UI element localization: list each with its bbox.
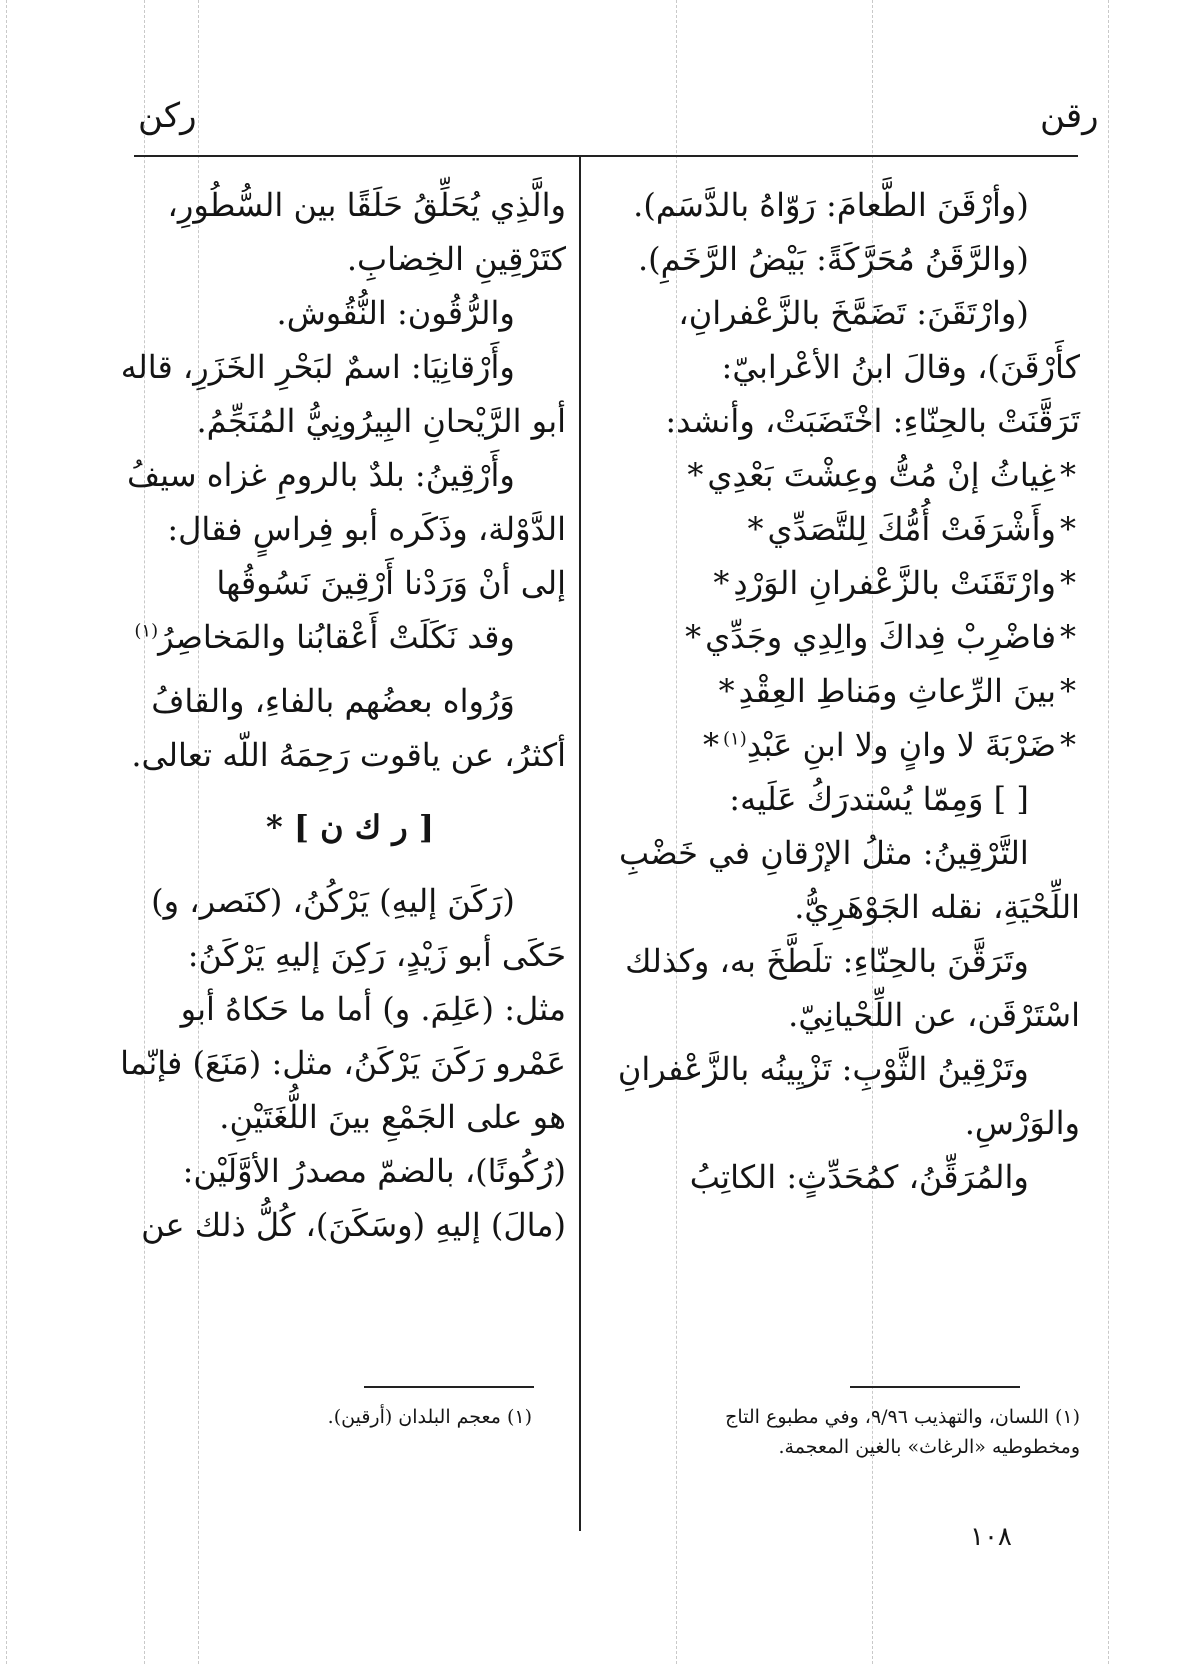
page-number: ١٠٨ <box>970 1522 1012 1552</box>
right-column <box>606 178 1080 1204</box>
verse-line: وقد نَكَلَتْ أَعْقابُنا والمَخاصِرُ$^{(١)}$ <box>134 618 515 656</box>
paragraph: والَّذِي يُحَلِّقُ حَلَقًا بين السُّطُورِ، كتَرْقِينِ الخِضابِ. <box>167 186 566 278</box>
header-rule <box>134 155 1078 157</box>
verse-line: *وأَشْرَفَتْ أُمُّكَ لِلتَّصَدِّي* <box>747 510 1076 548</box>
verse-line: إلى أنْ وَرَدْنا أَرْقِينَ نَسُوقُها <box>216 564 566 602</box>
paragraph: (والرَّقَنُ مُحَرَّكَةً: بَيْضُ الرَّخَمِ). <box>637 240 1029 278</box>
paragraph: (وارْتَقَنَ: تَضَمَّخَ بالزَّعْفرانِ، كأَرْقَنَ)، وقالَ ابنُ الأعْرابيّ: تَرَقَّنَتْ بالحِنّاءِ: اخْتَضَبَتْ، وأنشد: <box>665 294 1080 440</box>
footnote-rule <box>364 1386 534 1388</box>
running-head-right: رقن <box>1040 96 1099 136</box>
footnote-marker: (١) <box>134 620 159 642</box>
verse-line: *غِياثُ إنْ مُتُّ وعِشْتَ بَعْدِي* <box>687 456 1076 494</box>
verse-line: *ضَرْبَةَ لا وانٍ ولا ابنِ عَبْدِ$^{(١)}$* <box>703 726 1076 764</box>
verse-line: *بينَ الرِّعاثِ ومَناطِ العِقْدِ* <box>718 672 1076 710</box>
paragraph: (رَكَنَ إليهِ) يَرْكُنُ، (كنَصر، و) حَكَى أبو زَيْدٍ، رَكِنَ إليهِ يَرْكَنُ: مثل: (عَلِمَ. و) أما ما حَكاهُ أبو عَمْرو رَكَنَ يَرْكَنُ، مثل: (مَنَعَ) فإنّما هو على الجَمْعِ بينَ اللُّغَتَيْنِ. (رُكُونًا)، بالضمّ مصدرُ الأوَّلَيْن: (مالَ) إليهِ (وسَكَنَ)، كُلُّ ذلك عن <box>120 882 566 1244</box>
paragraph: [ ] وَمِمّا يُسْتدرَكُ عَلَيه: <box>729 780 1029 818</box>
footnote-rule <box>850 1386 1020 1388</box>
paragraph: وأَرْقانِيَا: اسمٌ لبَحْرِ الخَزَرِ، قاله أبو الرَّيْحانِ البِيرُونِيُّ المُنَجِّمُ. <box>120 348 566 440</box>
left-column <box>120 178 566 1252</box>
paragraph: التَّرْقِينُ: مثلُ الإرْقانِ في خَضْبِ اللِّحْيَةِ، نقله الجَوْهَرِيُّ. <box>618 834 1080 926</box>
paragraph: (وأرْقَنَ الطَّعامَ: رَوّاهُ بالدَّسَم). <box>633 186 1029 224</box>
column-divider <box>579 155 581 1531</box>
scan-guide-line <box>6 0 7 1664</box>
verse-line: *وارْتَقَنَتْ بالزَّعْفرانِ الوَرْدِ* <box>713 564 1076 602</box>
paragraph: والمُرَقِّنُ، كمُحَدِّثٍ: الكاتِبُ <box>689 1158 1029 1196</box>
scan-guide-line <box>1108 0 1109 1664</box>
footnote-marker: (١) <box>723 728 747 750</box>
paragraph: والرُّقُون: النُّقُوش. <box>276 294 515 332</box>
paragraph: وتَرَقَّنَ بالحِنّاءِ: تلَطَّخَ به، وكذلك اسْتَرْقَن، عن اللِّحْيانِيّ. <box>625 942 1080 1034</box>
entry-heading: [ ر ك ن ] * <box>265 808 435 846</box>
footnote: (١) معجم البلدان (أرقين). <box>327 1406 532 1428</box>
paragraph: وتَرْقِينُ الثَّوْبِ: تَزْيِينُه بالزَّعْفرانِ والوَرْسِ. <box>617 1050 1080 1142</box>
running-head-left: ركن <box>138 96 197 136</box>
verse-block <box>606 448 1080 772</box>
verse-block <box>134 556 566 664</box>
verse-line: *فاضْرِبْ فِداكَ والِدِي وجَدِّي* <box>685 618 1076 656</box>
footnote: (١) اللسان، والتهذيب ٩/٩٦، وفي مطبوع التاج ومخطوطيه «الرغاث» بالغين المعجمة. <box>725 1406 1080 1458</box>
paragraph: وَرُواه بعضُهم بالفاءِ، والقافُ أكثرُ، عن ياقوت رَحِمَهُ اللّه تعالى. <box>131 682 566 774</box>
paragraph: وأَرْقِينُ: بلدٌ بالرومِ غزاه سيفُ الدَّوْلة، وذَكَره أبو فِراسٍ فقال: <box>126 456 566 548</box>
